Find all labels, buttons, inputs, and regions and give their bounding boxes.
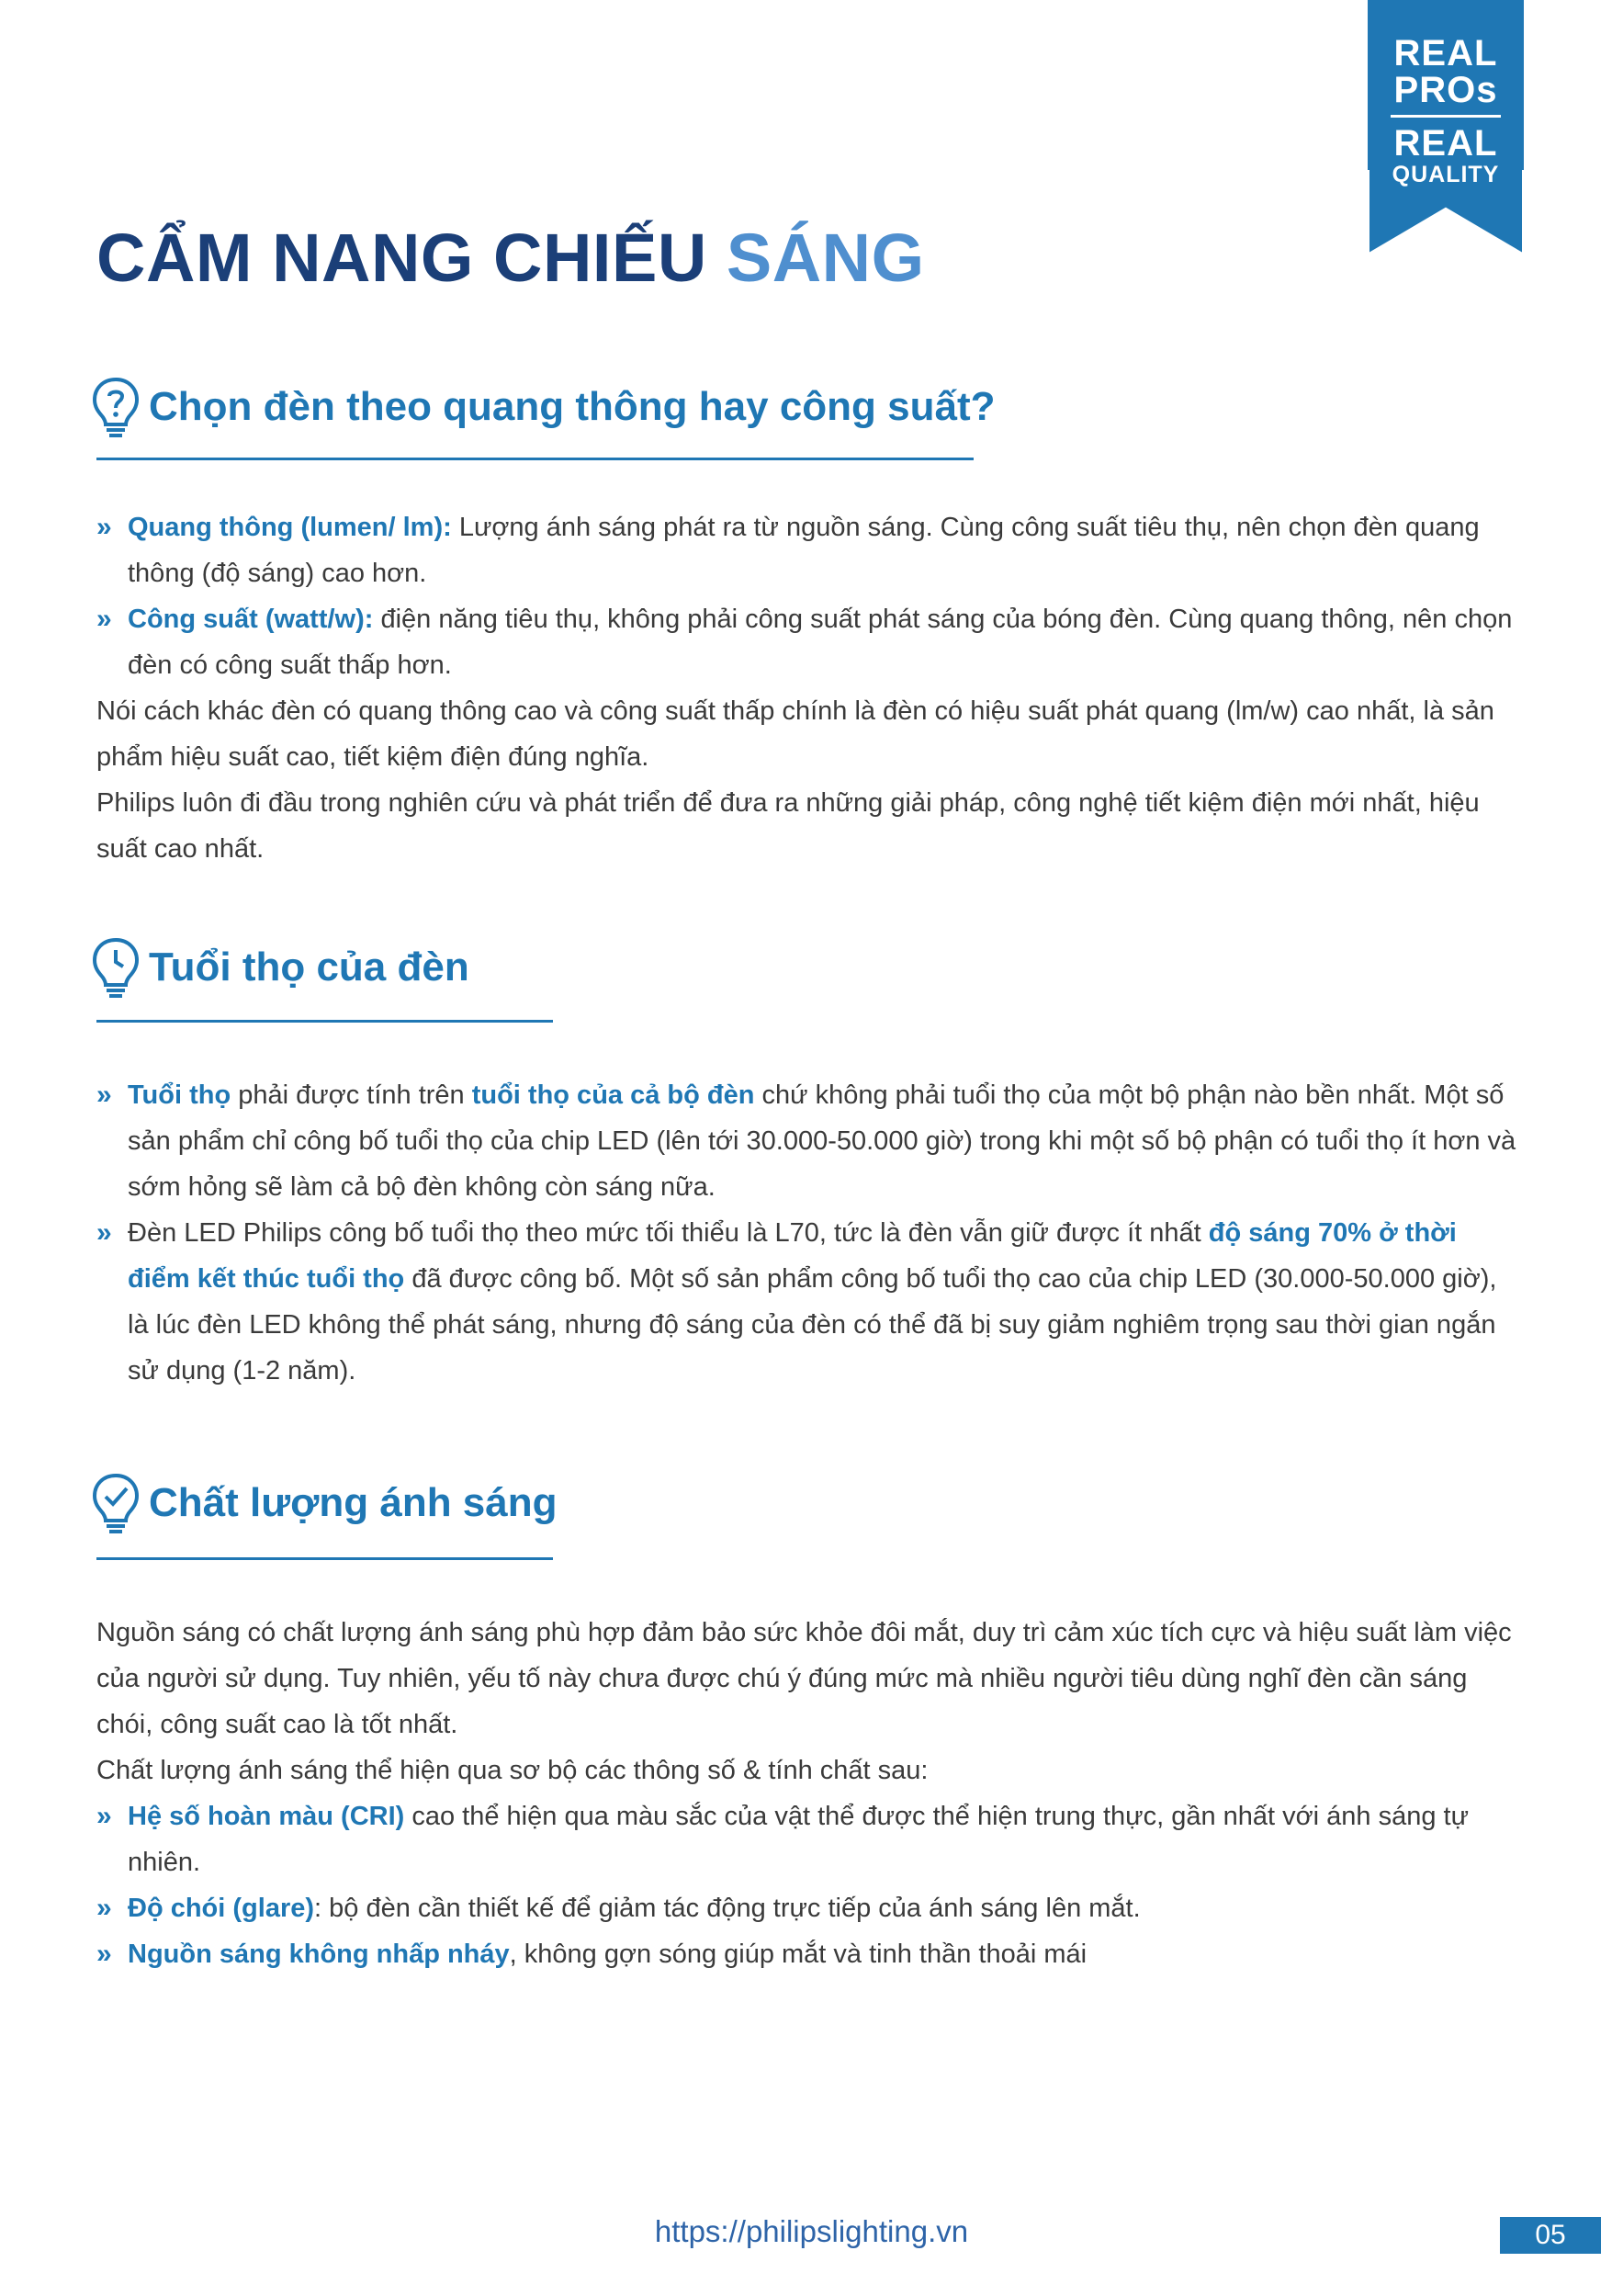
section-2-body: [96, 1072, 1520, 1394]
bullet-text: điện năng tiêu thụ, không phải công suất phát sáng của bóng đèn. Cùng quang thông, nên chọn đèn có công suất thấp hơn.: [128, 605, 1513, 680]
page-title: [96, 219, 925, 297]
real-pros-badge: [1368, 0, 1524, 255]
paragraph: Nguồn sáng có chất lượng ánh sáng phù hợp đảm bảo sức khỏe đôi mắt, duy trì cảm xúc tích cực và hiệu suất làm việc của người sử dụng. Tuy nhiên, yếu tố này chưa được chú ý đúng mức mà nhiều người tiêu dùng nghĩ đèn cần sáng chói, công suất cao là tốt nhất.: [96, 1618, 1512, 1739]
question-bulb-icon: [92, 377, 140, 437]
section-1-underline: [96, 458, 974, 460]
bullet-chevron: »: [96, 1080, 112, 1110]
bullet-chevron: »: [96, 604, 112, 634]
clock-bulb-icon: [92, 937, 140, 998]
highlight: Nguồn sáng không nhấp nháy: [128, 1940, 510, 1969]
bullet-glare: [96, 1885, 1520, 1931]
paragraph: Philips luôn đi đầu trong nghiên cứu và phát triển để đưa ra những giải pháp, công nghệ tiết kiệm điện mới nhất, hiệu suất cao nhất.: [96, 788, 1480, 864]
badge-divider: [1391, 115, 1501, 118]
bullet-label: Quang thông (lumen/ lm):: [128, 513, 452, 542]
bullet-lifetime-whole-fixture: [96, 1072, 1520, 1210]
bullet-text: cao thể hiện qua màu sắc của vật thể được thể hiện trung thực, gần nhất với ánh sáng tự nhiên.: [128, 1802, 1470, 1877]
bullet-text: phải được tính trên: [231, 1080, 472, 1110]
bullet-text: Lượng ánh sáng phát ra từ nguồn sáng. Cùng công suất tiêu thụ, nên chọn đèn quang thông (độ sáng) cao hơn.: [128, 513, 1480, 588]
bullet-text: Đèn LED Philips công bố tuổi thọ theo mức tối thiểu là L70, tức là đèn vẫn giữ được ít nhất: [128, 1218, 1209, 1248]
highlight: Độ chói (glare): [128, 1894, 315, 1923]
footer-url-link[interactable]: https://philipslighting.vn: [654, 2214, 969, 2248]
section-3-underline: [96, 1557, 553, 1560]
bullet-chevron: »: [96, 512, 112, 542]
section-2-underline: [96, 1020, 553, 1023]
page-number: 05: [1500, 2217, 1601, 2254]
bullet-flicker-free: [96, 1931, 1520, 1977]
bullet-power: [96, 596, 1520, 688]
badge-line-real: REAL: [1393, 33, 1498, 74]
title-part-3: SÁNG: [726, 220, 925, 296]
section-3-heading: Chất lượng ánh sáng: [149, 1480, 558, 1525]
highlight: Hệ số hoàn màu (CRI): [128, 1802, 405, 1831]
bullet-text: chứ không phải tuổi thọ của một bộ phận nào bền nhất. Một số sản phẩm chỉ công bố tuổi thọ của chip LED (lên tới 30.000-50.000 giờ) trong khi một số bộ phận có tuổi thọ ít hơn và sớm hỏng sẽ làm cả bộ đèn không còn sáng nữa.: [128, 1080, 1516, 1202]
badge-line-quality: QUALITY: [1392, 162, 1500, 187]
title-part-1: CẨM NANG: [96, 220, 494, 296]
section-2-heading: Tuổi thọ của đèn: [149, 944, 469, 990]
highlight: Tuổi thọ: [128, 1080, 231, 1110]
section-1-heading: Chọn đèn theo quang thông hay công suất?: [149, 384, 996, 429]
title-part-2: CHIẾU: [493, 220, 727, 296]
bullet-l70: [96, 1210, 1520, 1394]
bullet-chevron: »: [96, 1217, 112, 1248]
section-3-body: [96, 1610, 1520, 1977]
bullet-chevron: »: [96, 1893, 112, 1923]
bullet-text: đã được công bố. Một số sản phẩm công bố tuổi thọ cao của chip LED (30.000-50.000 giờ), là lúc đèn LED không thể phát sáng, nhưng độ sáng của đèn có thể đã bị suy giảm nghiêm trọng sau thời gian ngắn sử dụng (1-2 năm).: [128, 1264, 1497, 1386]
bullet-text: , không gợn sóng giúp mắt và tinh thần thoải mái: [509, 1940, 1088, 1969]
section-1-body: [96, 504, 1520, 872]
badge-line-real-2: REAL: [1393, 123, 1498, 164]
badge-line-pros: PROs: [1393, 70, 1498, 110]
paragraph: Chất lượng ánh sáng thể hiện qua sơ bộ các thông số & tính chất sau:: [96, 1756, 929, 1785]
paragraph: Nói cách khác đèn có quang thông cao và công suất thấp chính là đèn có hiệu suất phát quang (lm/w) cao nhất, là sản phẩm hiệu suất cao, tiết kiệm điện đúng nghĩa.: [96, 696, 1494, 772]
bullet-cri: [96, 1793, 1520, 1885]
bullet-chevron: »: [96, 1939, 112, 1969]
highlight: tuổi thọ của cả bộ đèn: [471, 1080, 755, 1110]
check-bulb-icon: [92, 1473, 140, 1533]
bullet-label: Công suất (watt/w):: [128, 605, 374, 634]
bullet-luminous-flux: [96, 504, 1520, 596]
bullet-chevron: »: [96, 1801, 112, 1831]
bullet-text: : bộ đèn cần thiết kế để giảm tác động trực tiếp của ánh sáng lên mắt.: [314, 1894, 1141, 1923]
highlight: độ sáng 70% ở thời điểm kết thúc tuổi thọ: [128, 1218, 1457, 1294]
